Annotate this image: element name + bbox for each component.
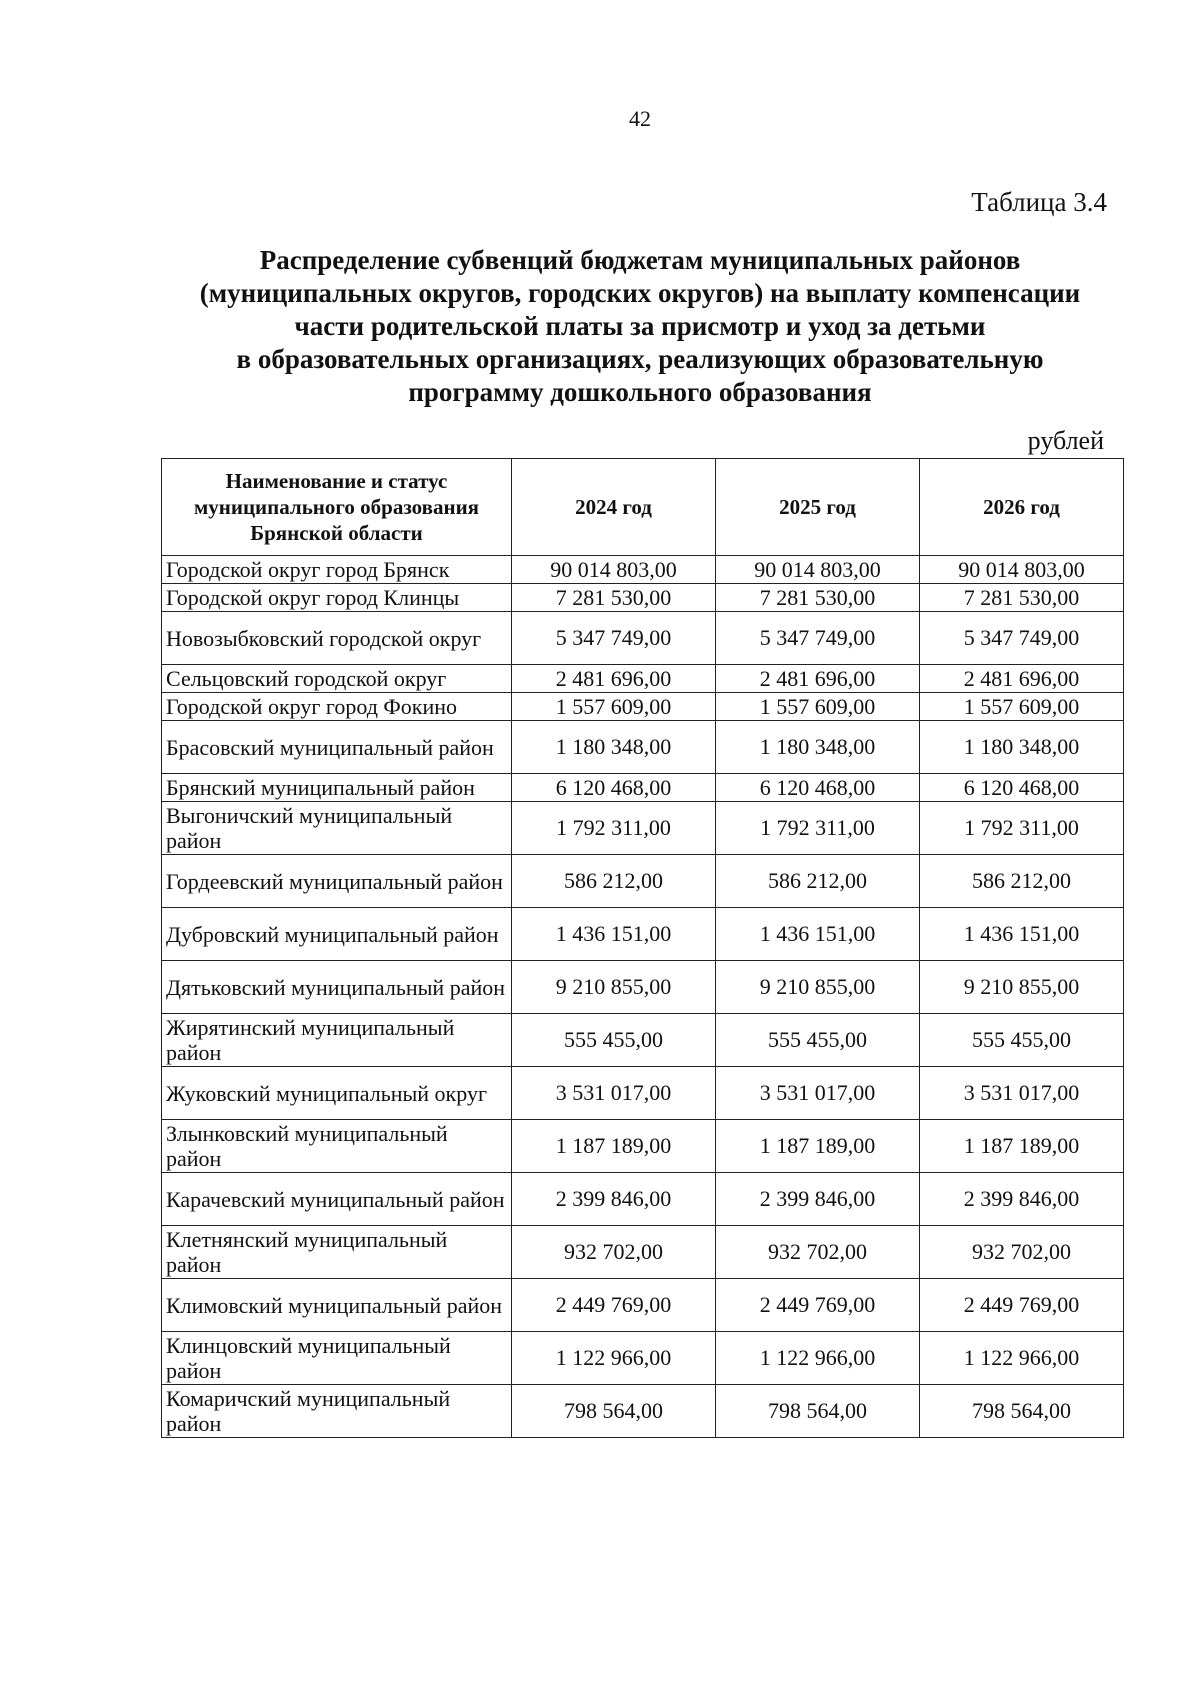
- units-label: рублей: [1027, 426, 1104, 455]
- table-row: [162, 556, 1124, 584]
- value-2026: 1 557 609,00: [920, 693, 1124, 721]
- row-name: Клинцовский муниципальный район: [162, 1332, 512, 1385]
- table-row: [162, 1067, 1124, 1120]
- value-2024: 5 347 749,00: [512, 612, 716, 665]
- value-2024: 7 281 530,00: [512, 584, 716, 612]
- value-2024: 932 702,00: [512, 1226, 716, 1279]
- value-2025: 5 347 749,00: [716, 612, 920, 665]
- value-2025: 6 120 468,00: [716, 774, 920, 802]
- value-2024: 1 122 966,00: [512, 1332, 716, 1385]
- value-2026: 1 180 348,00: [920, 721, 1124, 774]
- value-2025: 1 180 348,00: [716, 721, 920, 774]
- row-name: Гордеевский муниципальный район: [162, 855, 512, 908]
- table-row: [162, 1332, 1124, 1385]
- value-2024: 798 564,00: [512, 1385, 716, 1438]
- row-name: Комаричский муниципальный район: [162, 1385, 512, 1438]
- table-row: [162, 802, 1124, 855]
- row-name: Новозыбковский городской округ: [162, 612, 512, 665]
- title-line: в образовательных организациях, реализующих образовательную: [236, 344, 1044, 374]
- document-title: [150, 244, 1130, 409]
- value-2024: 2 449 769,00: [512, 1279, 716, 1332]
- value-2025: 2 449 769,00: [716, 1279, 920, 1332]
- value-2025: 555 455,00: [716, 1014, 920, 1067]
- value-2025: 1 792 311,00: [716, 802, 920, 855]
- row-name: Выгоничский муниципальный район: [162, 802, 512, 855]
- row-name: Брянский муниципальный район: [162, 774, 512, 802]
- value-2025: 586 212,00: [716, 855, 920, 908]
- row-name: Брасовский муниципальный район: [162, 721, 512, 774]
- value-2024: 1 187 189,00: [512, 1120, 716, 1173]
- value-2025: 798 564,00: [716, 1385, 920, 1438]
- row-name: Злынковский муниципальный район: [162, 1120, 512, 1173]
- table-row: [162, 961, 1124, 1014]
- value-2026: 586 212,00: [920, 855, 1124, 908]
- value-2026: 2 399 846,00: [920, 1173, 1124, 1226]
- value-2025: 3 531 017,00: [716, 1067, 920, 1120]
- value-2026: 2 481 696,00: [920, 665, 1124, 693]
- value-2026: 2 449 769,00: [920, 1279, 1124, 1332]
- value-2024: 555 455,00: [512, 1014, 716, 1067]
- table-row: [162, 1014, 1124, 1067]
- value-2026: 5 347 749,00: [920, 612, 1124, 665]
- row-name: Дятьковский муниципальный район: [162, 961, 512, 1014]
- subsidy-table: [161, 458, 1124, 1438]
- row-name: Городской округ город Фокино: [162, 693, 512, 721]
- row-name: Жирятинский муниципальный район: [162, 1014, 512, 1067]
- row-name: Карачевский муниципальный район: [162, 1173, 512, 1226]
- row-name: Городской округ город Брянск: [162, 556, 512, 584]
- value-2025: 1 557 609,00: [716, 693, 920, 721]
- value-2025: 9 210 855,00: [716, 961, 920, 1014]
- value-2025: 7 281 530,00: [716, 584, 920, 612]
- table-row: [162, 584, 1124, 612]
- value-2024: 1 792 311,00: [512, 802, 716, 855]
- table-row: [162, 1120, 1124, 1173]
- table-row: [162, 1226, 1124, 1279]
- table-label: Таблица 3.4: [971, 187, 1107, 217]
- row-name: Климовский муниципальный район: [162, 1279, 512, 1332]
- table-row: [162, 1279, 1124, 1332]
- value-2026: 6 120 468,00: [920, 774, 1124, 802]
- value-2024: 1 436 151,00: [512, 908, 716, 961]
- value-2024: 586 212,00: [512, 855, 716, 908]
- value-2024: 1 557 609,00: [512, 693, 716, 721]
- value-2025: 1 187 189,00: [716, 1120, 920, 1173]
- value-2024: 2 481 696,00: [512, 665, 716, 693]
- row-name: Дубровский муниципальный район: [162, 908, 512, 961]
- value-2026: 3 531 017,00: [920, 1067, 1124, 1120]
- table-row: [162, 612, 1124, 665]
- value-2026: 1 436 151,00: [920, 908, 1124, 961]
- table-row: [162, 1385, 1124, 1438]
- header-name-line: Брянской области: [250, 521, 423, 545]
- value-2024: 2 399 846,00: [512, 1173, 716, 1226]
- value-2026: 1 187 189,00: [920, 1120, 1124, 1173]
- row-name: Сельцовский городской округ: [162, 665, 512, 693]
- row-name: Клетнянский муниципальный район: [162, 1226, 512, 1279]
- header-2024: 2024 год: [512, 459, 716, 556]
- value-2025: 1 122 966,00: [716, 1332, 920, 1385]
- row-name: Городской округ город Клинцы: [162, 584, 512, 612]
- table-header-row: [162, 459, 1124, 556]
- value-2026: 932 702,00: [920, 1226, 1124, 1279]
- value-2025: 2 399 846,00: [716, 1173, 920, 1226]
- value-2025: 1 436 151,00: [716, 908, 920, 961]
- title-line: программу дошкольного образования: [408, 377, 872, 407]
- value-2026: 1 122 966,00: [920, 1332, 1124, 1385]
- table-row: [162, 855, 1124, 908]
- row-name: Жуковский муниципальный округ: [162, 1067, 512, 1120]
- value-2026: 9 210 855,00: [920, 961, 1124, 1014]
- page-number: 42: [629, 106, 651, 131]
- value-2024: 9 210 855,00: [512, 961, 716, 1014]
- table-row: [162, 774, 1124, 802]
- value-2024: 90 014 803,00: [512, 556, 716, 584]
- header-name-line: муниципального образования: [193, 495, 480, 519]
- header-2026: 2026 год: [920, 459, 1124, 556]
- table-row: [162, 665, 1124, 693]
- value-2026: 1 792 311,00: [920, 802, 1124, 855]
- title-line: Распределение субвенций бюджетам муниципальных районов: [259, 245, 1021, 275]
- value-2024: 3 531 017,00: [512, 1067, 716, 1120]
- title-line: части родительской платы за присмотр и уход за детьми: [294, 311, 986, 341]
- value-2024: 1 180 348,00: [512, 721, 716, 774]
- table-row: [162, 693, 1124, 721]
- title-line: (муниципальных округов, городских округов) на выплату компенсации: [199, 278, 1081, 308]
- value-2026: 555 455,00: [920, 1014, 1124, 1067]
- table-row: [162, 721, 1124, 774]
- header-name-line: Наименование и статус: [225, 469, 448, 493]
- value-2026: 798 564,00: [920, 1385, 1124, 1438]
- value-2025: 932 702,00: [716, 1226, 920, 1279]
- table-row: [162, 1173, 1124, 1226]
- value-2025: 90 014 803,00: [716, 556, 920, 584]
- value-2024: 6 120 468,00: [512, 774, 716, 802]
- value-2026: 90 014 803,00: [920, 556, 1124, 584]
- header-2025: 2025 год: [716, 459, 920, 556]
- value-2025: 2 481 696,00: [716, 665, 920, 693]
- table-row: [162, 908, 1124, 961]
- value-2026: 7 281 530,00: [920, 584, 1124, 612]
- header-name: [162, 459, 512, 556]
